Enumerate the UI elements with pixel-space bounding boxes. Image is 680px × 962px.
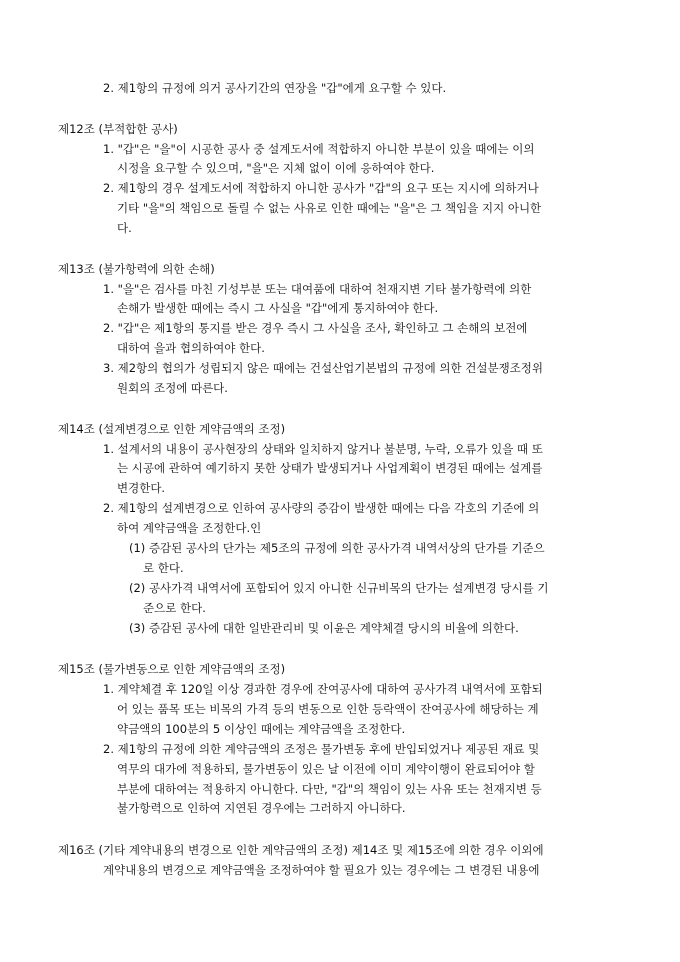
article14-item1-line3: 변경한다. [117, 481, 166, 495]
article14-sub2-line2: 준으로 한다. [143, 601, 206, 615]
article12-item2-line2: 기타 "을"의 책임으로 돌릴 수 없는 사유로 인한 때에는 "을"은 그 책임을 지지 아니한 [117, 201, 542, 215]
article12-item2-line3: 다. [117, 221, 132, 235]
article14-item2-line2: 하여 계약금액을 조정한다.인 [117, 521, 262, 535]
article14-item1-line1: 1. 설계서의 내용이 공사현장의 상태와 일치하지 않거나 불분명, 누락, 오류가 있을 때 또 [103, 442, 543, 456]
article15-item1-line1: 1. 계약체결 후 120일 이상 경과한 경우에 잔여공사에 대하여 공사가격 내역서에 포함되 [103, 682, 543, 696]
article15-item2-line3: 부분에 대하여는 적용하지 아니한다. 다만, "갑"의 책임이 있는 사유 또는 천재지변 등 [117, 782, 542, 796]
article13-item2-line1: 2. "갑"은 제1항의 통지를 받은 경우 즉시 그 사실을 조사, 확인하고 그 손해의 보전에 [103, 321, 528, 335]
article16-line2: 계약내용의 변경으로 계약금액을 조정하여야 할 필요가 있는 경우에는 그 변경된 내용에 [103, 863, 540, 877]
article12-item2-line1: 2. 제1항의 경우 설계도서에 적합하지 아니한 공사가 "갑"의 요구 또는 지시에 의하거나 [103, 181, 539, 195]
article14-sub1-line2: 로 한다. [143, 561, 184, 575]
article14-sub1-line1: (1) 증감된 공사의 단가는 제5조의 규정에 의한 공사가격 내역서상의 단가를 기준으 [129, 541, 545, 555]
article15-item1-line2: 어 있는 품목 또는 비목의 가격 등의 변동으로 인한 등락액이 잔여공사에 해당하는 계 [117, 702, 539, 716]
article12-item1-line1: 1. "갑"은 "을"이 시공한 공사 중 설계도서에 적합하지 아니한 부분이 있을 때에는 이의 [103, 142, 535, 156]
article15-item2-line1: 2. 제1항의 규정에 의한 계약금액의 조정은 물가변동 후에 반입되었거나 제공된 재료 및 [103, 742, 540, 756]
article13-item1-line2: 손해가 발생한 때에는 즉시 그 사실을 "갑"에게 통지하여야 한다. [117, 301, 439, 315]
article14-item1-line2: 는 시공에 관하여 예기하지 못한 상태가 발생되거나 사업계획이 변경된 때에는 설계를 [117, 461, 543, 475]
article16-line1: 제16조 (기타 계약내용의 변경으로 인한 계약금액의 조정) 제14조 및 제15조에 의한 경우 이외에 [58, 843, 544, 857]
article15-heading: 제15조 (물가변동으로 인한 계약금액의 조정) [58, 662, 286, 676]
article14-item2-line1: 2. 제1항의 설계변경으로 인하여 공사량의 증감이 발생한 때에는 다음 각호의 기준에 의 [103, 501, 540, 515]
article13-item3-line2: 원회의 조정에 따른다. [117, 381, 228, 395]
article13-item3-line1: 3. 제2항의 협의가 성립되지 않은 때에는 건설산업기본법의 규정에 의한 건설분쟁조정위 [103, 361, 543, 375]
article15-item2-line4: 불가항력으로 인하여 지연된 경우에는 그러하지 아니하다. [117, 801, 406, 815]
article15-item1-line3: 약금액의 100분의 5 이상인 때에는 계약금액을 조정한다. [117, 722, 406, 736]
article14-sub2-line1: (2) 공사가격 내역서에 포함되어 있지 아니한 신규비목의 단가는 설계변경 당시를 기 [129, 581, 549, 595]
article11-item2: 2. 제1항의 규정에 의거 공사기간의 연장을 "갑"에게 요구할 수 있다. [103, 81, 447, 95]
article12-item1-line2: 시정을 요구할 수 있으며, "을"은 지체 없이 이에 응하여야 한다. [117, 161, 435, 175]
article13-item1-line1: 1. "을"은 검사를 마친 기성부분 또는 대여품에 대하여 천재지변 기타 불가항력에 의한 [103, 282, 532, 296]
article14-sub3-line1: (3) 증감된 공사에 대한 일반관리비 및 이윤은 계약체결 당시의 비율에 의한다. [129, 621, 519, 635]
article14-heading: 제14조 (설계변경으로 인한 계약금액의 조정) [58, 422, 286, 436]
article12-heading: 제12조 (부적합한 공사) [58, 122, 178, 136]
article15-item2-line2: 역무의 대가에 적용하되, 물가변동이 있은 날 이전에 이미 계약이행이 완료되어야 할 [117, 762, 535, 776]
article13-heading: 제13조 (불가항력에 의한 손해) [58, 262, 215, 276]
article13-item2-line2: 대하여 을과 협의하여야 한다. [117, 341, 265, 355]
